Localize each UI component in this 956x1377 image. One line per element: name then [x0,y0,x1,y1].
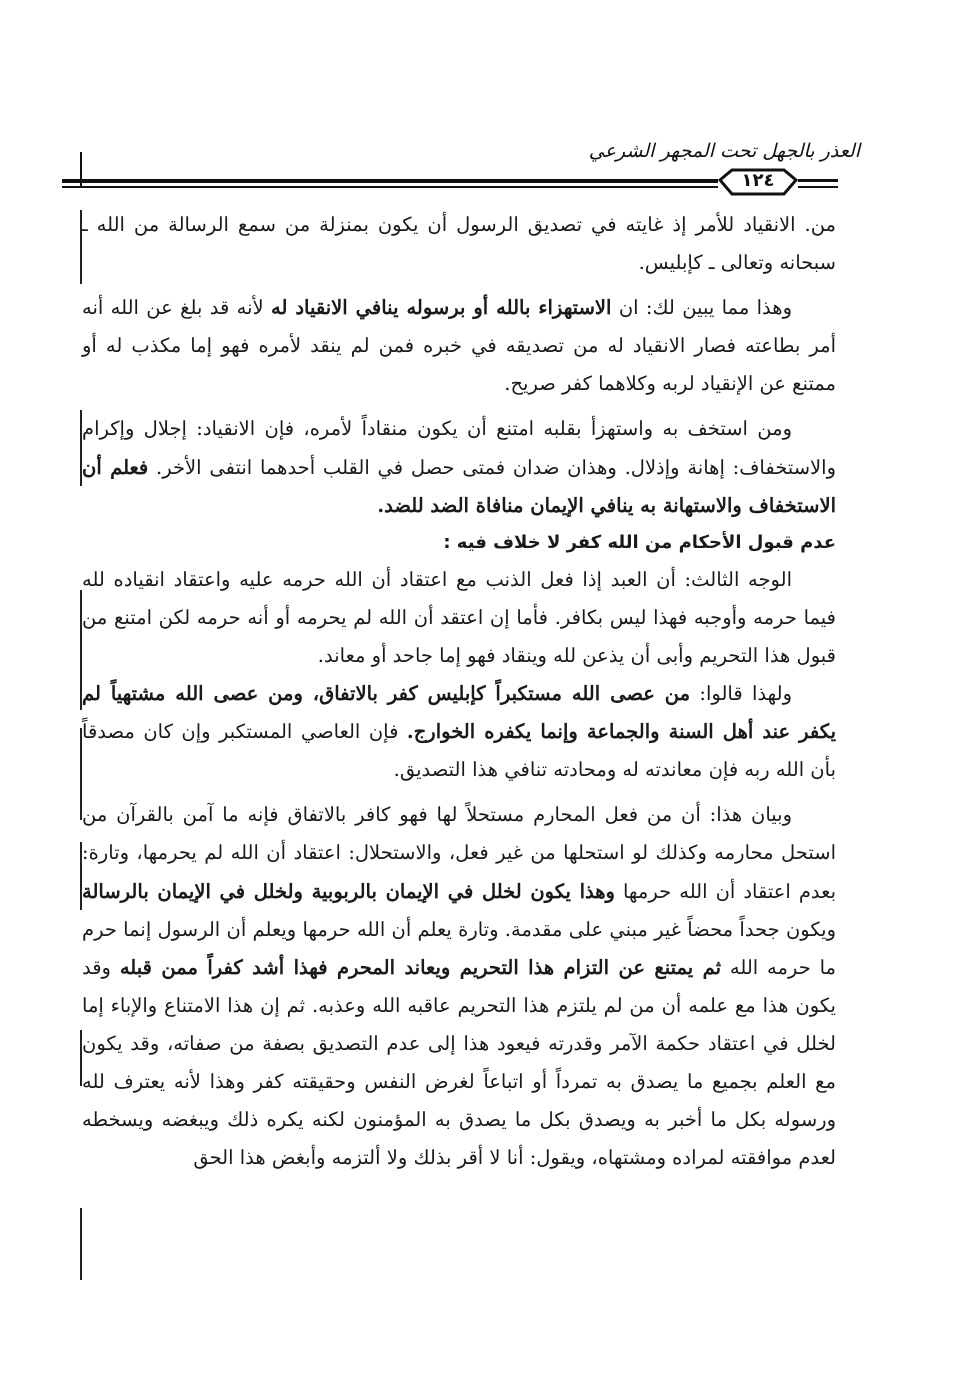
paragraph-6-emphasis-1: وهذا يكون لخلل في الإيمان بالربوبية ولخلل في الإيمان بالرسالة [82,879,615,903]
paragraph-6-emphasis-2: ثم يمتنع عن التزام هذا التحريم ويعاند المحرم فهذا أشد كفراً ممن قبله [119,955,722,979]
page-number-badge [718,166,798,198]
paragraph-6-middle: ويكون جحداً محضاً غير مبني على مقدمة. وتارة يعلم أن الله حرمها ويعلم أن الرسول إنما حرم ما حرمه الله [82,917,836,979]
paragraph-1: من. الانقياد للأمر إذ غايته في تصديق الرسول أن يكون بمنزلة من سمع الرسالة من الله ـ سبحانه وتعالى ـ كإبليس. [82,213,836,275]
header-rule-right [798,179,838,182]
paragraph-5-emphasis: من عصى الله مستكبراً كإبليس كفر بالاتفاق، ومن عصى الله مشتهياً لم يكفر عند أهل السنة والجماعة وإنما يكفره الخوارج. [82,682,836,744]
paragraph-5-intro: ولهذا قالوا: [690,682,792,706]
header-rule-thin [62,186,718,188]
paragraph-5-rest: فإن العاصي المستكبر وإن كان مصدقاً بأن الله ربه فإن معاندته له ومحادته تنافي هذا التصديق. [82,720,836,782]
paragraph-3-text: ومن استخف به واستهزأ بقلبه امتنع أن يكون منقاداً لأمره، فإن الانقياد: إجلال وإكرام والاستخفاف: إهانة وإذلال. وهذان ضدان فمتى حصل في القلب أحدهما انتفى الأخر. [82,417,836,479]
paragraph-3 [82,410,836,524]
header-rule-thick [62,179,718,183]
page-number: ١٢٤ [741,170,775,191]
paragraph-6-rest: وقد يكون هذا مع علمه أن من لم يلتزم هذا التحريم عاقبه الله وعذبه. ثم إن هذا الامتناع والإباء إما لخلل في اعتقاد حكمة الآمر وقدرته فيعود هذا إلى عدم التصديق بصفة من صفاته، وقد يكون مع العلم بجميع ما يصدق به تمرداً أو اتباعاً لغرض النفس وحقيقته كفر وهذا لأنه يعترف لله ورسوله بكل ما أخبر به ويصدق بكل ما يصدق به المؤمنون لكنه يكره ذلك ويبغضه ويسخطه لعدم موافقته لمراده ومشتهاه، ويقول: أنا لا أقر بذلك ولا ألتزمه وأبغض هذا الحق [82,955,836,1170]
paragraph-5 [82,675,836,789]
page-body [82,206,836,1177]
paragraph-2-emphasis: الاستهزاء بالله أو برسوله ينافي الانقياد له [271,296,612,320]
paragraph-2-rest: لأنه قد بلغ عن الله أنه أمر بطاعته فصار الانقياد له من تصديقه في خبره فمن لم ينقد لأمره فهو إما مكذب له أو ممتنع عن الإنقياد لربه وكلاهما كفر صريح. [82,296,836,396]
section-subheading: عدم قبول الأحكام من الله كفر لا خلاف فيه : [443,531,836,553]
paragraph-2 [82,289,836,403]
running-title: العذر بالجهل تحت المجهر الشرعي [588,140,860,162]
paragraph-6-intro: وبيان هذا: أن من فعل المحارم مستحلاً لها فهو كافر بالاتفاق فإنه ما آمن بالقرآن من استحل محارمه وكذلك لو استحلها من غير فعل، والاستحلال: اعتقاد أن الله لم يحرمها، وتارة: بعدم اعتقاد أن الله حرمها [82,803,836,903]
paragraph-4: الوجه الثالث: أن العبد إذا فعل الذنب مع اعتقاد أن الله حرمه عليه واعتقاد انقياده لله فيما حرمه وأوجبه فهذا ليس بكافر. فأما إن اعتقد أن الله لم يحرمه أو أنه حرمه لكن امتنع من قبول هذا التحريم وأبى أن يذعن لله وينقاد فهو إما جاحد أو معاند. [82,567,836,667]
margin-tick [80,1208,82,1280]
paragraph-6 [82,796,836,1177]
paragraph-2-intro: وهذا مما يبين لك: ان [611,296,792,320]
paragraph-3-emphasis: فعلم أن الاستخفاف والاستهانة به ينافي الإيمان منافاة الضد للضد. [82,455,836,517]
header-rule-right-lower [798,186,838,188]
